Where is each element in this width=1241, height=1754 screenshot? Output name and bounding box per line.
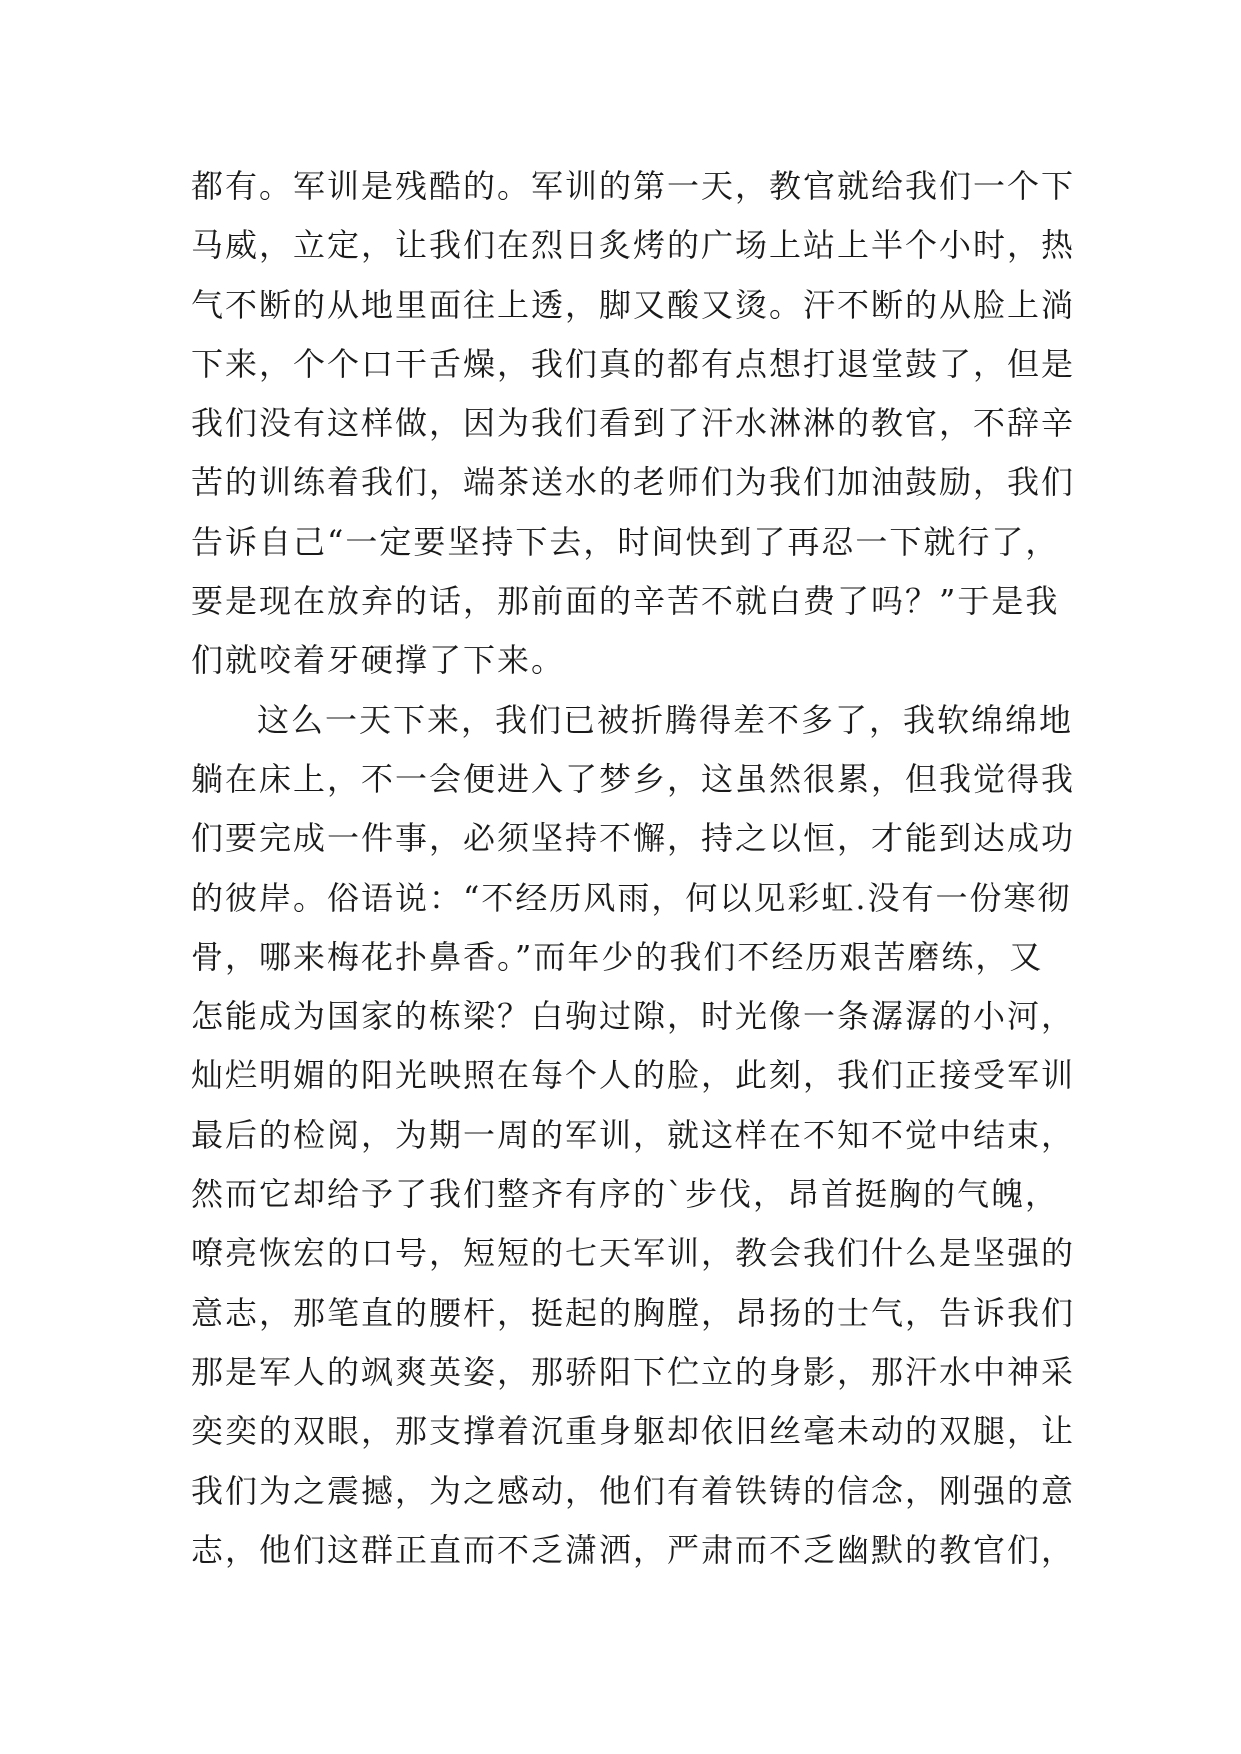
text-line-16: 灿烂明媚的阳光映照在每个人的脸，此刻，我们正接受军训 [191, 1056, 1076, 1095]
text-line-5: 我们没有这样做，因为我们看到了汗水淋淋的教官，不辞辛 [191, 404, 1076, 443]
text-line-9: 们就咬着牙硬撑了下来。 [191, 641, 566, 680]
text-line-17: 最后的检阅，为期一周的军训，就这样在不知不觉中结束， [191, 1115, 1076, 1154]
text-line-21: 那是军人的飒爽英姿，那骄阳下伫立的身影，那汗水中神采 [191, 1352, 1076, 1391]
text-line-7: 告诉自己“一定要坚持下去，时间快到了再忍一下就行了， [191, 522, 1060, 561]
text-line-24: 志，他们这群正直而不乏潇洒，严肃而不乏幽默的教官们， [191, 1530, 1076, 1569]
text-line-3: 气不断的从地里面往上透，脚又酸又烫。汗不断的从脸上淌 [191, 285, 1076, 324]
text-line-8: 要是现在放弃的话，那前面的辛苦不就白费了吗？”于是我 [191, 582, 1060, 621]
text-line-2: 马威，立定，让我们在烈日炙烤的广场上站上半个小时，热 [191, 226, 1076, 265]
text-line-11: 躺在床上，不一会便进入了梦乡，这虽然很累，但我觉得我 [191, 759, 1076, 798]
text-line-19: 嘹亮恢宏的口号，短短的七天军训，教会我们什么是坚强的 [191, 1234, 1076, 1273]
text-line-1: 都有。军训是残酷的。军训的第一天，教官就给我们一个下 [191, 167, 1076, 205]
text-line-23: 我们为之震撼，为之感动，他们有着铁铸的信念，刚强的意 [191, 1471, 1076, 1510]
text-line-20: 意志，那笔直的腰杆，挺起的胸膛，昂扬的士气，告诉我们 [191, 1293, 1076, 1332]
text-line-13: 的彼岸。俗语说：“不经历风雨，何以见彩虹.没有一份寒彻 [191, 878, 1072, 917]
text-line-6: 苦的训练着我们，端茶送水的老师们为我们加油鼓励，我们 [191, 463, 1076, 502]
text-line-4: 下来，个个口干舌燥，我们真的都有点想打退堂鼓了，但是 [191, 344, 1076, 383]
text-line-14: 骨，哪来梅花扑鼻香。”而年少的我们不经历艰苦磨练，又 [191, 937, 1044, 976]
text-line-15: 怎能成为国家的栋梁？白驹过隙，时光像一条潺潺的小河， [191, 997, 1076, 1036]
text-line-12: 们要完成一件事，必须坚持不懈，持之以恒，才能到达成功 [191, 819, 1076, 858]
text-line-18: 然而它却给予了我们整齐有序的`步伐，昂首挺胸的气魄， [191, 1175, 1060, 1214]
text-line-10-paragraph-start: 这么一天下来，我们已被折腾得差不多了，我软绵绵地 [257, 700, 1074, 739]
text-line-22: 奕奕的双眼，那支撑着沉重身躯却依旧丝毫未动的双腿，让 [191, 1412, 1076, 1451]
essay-body [191, 157, 1076, 1580]
